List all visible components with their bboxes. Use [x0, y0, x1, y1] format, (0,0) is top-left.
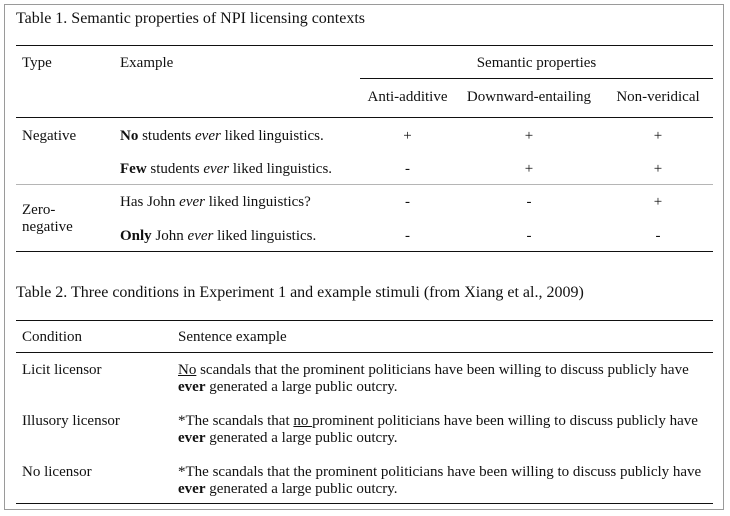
table2-bottom-rule	[16, 503, 713, 504]
table1-cell-anti-additive: +	[403, 128, 412, 144]
table2-header-condition: Condition	[22, 329, 83, 345]
table1-group-zero-negative-line1: Zero-	[22, 202, 56, 218]
table1-subheader-rule	[360, 78, 713, 79]
table1-top-rule	[16, 45, 713, 46]
table1-cell-non-veridical: +	[653, 161, 663, 177]
table1-caption: Table 1. Semantic properties of NPI licensing contexts	[16, 10, 366, 27]
table1-row-example: Only John ever liked linguistics.	[120, 228, 317, 244]
table1-group-zero-negative-line2: negative	[22, 219, 73, 235]
table1-cell-anti-additive: -	[405, 194, 410, 210]
table1-cell-downward-entailing: -	[526, 194, 532, 210]
table1-bottom-rule	[16, 251, 713, 252]
table1-header-semantic-properties: Semantic properties	[476, 55, 597, 71]
table1-cell-non-veridical: +	[653, 194, 663, 210]
table1-header-anti-additive: Anti-additive	[367, 89, 448, 105]
table2-sentence-line2: ever generated a large public outcry.	[178, 430, 398, 446]
table1-header-type: Type	[22, 55, 52, 71]
table2-sentence-line2: ever generated a large public outcry.	[178, 481, 398, 497]
table2-condition-cell: No licensor	[22, 464, 92, 480]
table2-header-bottom-rule	[16, 352, 713, 353]
table2-sentence-line1: *The scandals that the prominent politicians have been willing to discuss publicly have	[178, 464, 702, 480]
table1-cell-non-veridical: +	[653, 128, 663, 144]
table1-cell-downward-entailing: +	[524, 161, 534, 177]
table1-header-bottom-rule	[16, 117, 713, 118]
table1-row-example: No students ever liked linguistics.	[120, 128, 324, 144]
table2-header-sentence-example: Sentence example	[178, 329, 287, 345]
table1-cell-anti-additive: -	[405, 161, 410, 177]
table2-sentence-line2: ever generated a large public outcry.	[178, 379, 398, 395]
table2-caption: Table 2. Three conditions in Experiment 1 and example stimuli (from Xiang et al., 2009)	[16, 284, 584, 301]
table2-sentence-line1: *The scandals that no prominent politicians have been willing to discuss publicly have	[178, 413, 698, 429]
table1-cell-downward-entailing: +	[524, 128, 534, 144]
table2-sentence-line1: No scandals that the prominent politicians have been willing to discuss publicly have	[178, 362, 689, 378]
table1-row-example: Has John ever liked linguistics?	[120, 194, 311, 210]
table1-header-non-veridical: Non-veridical	[616, 89, 700, 105]
table1-header-downward-entailing: Downward-entailing	[466, 89, 592, 105]
table1-header-example: Example	[120, 55, 174, 71]
table1-group-negative: Negative	[22, 128, 77, 144]
table1-cell-anti-additive: -	[405, 228, 410, 244]
table2-top-rule	[16, 320, 713, 321]
table1-cell-non-veridical: -	[655, 228, 661, 244]
table1-row-example: Few students ever liked linguistics.	[120, 161, 333, 177]
table1-cell-downward-entailing: -	[526, 228, 532, 244]
table2-condition-cell: Licit licensor	[22, 362, 102, 378]
table2-condition-cell: Illusory licensor	[22, 413, 120, 429]
table1-group-divider	[16, 184, 713, 185]
